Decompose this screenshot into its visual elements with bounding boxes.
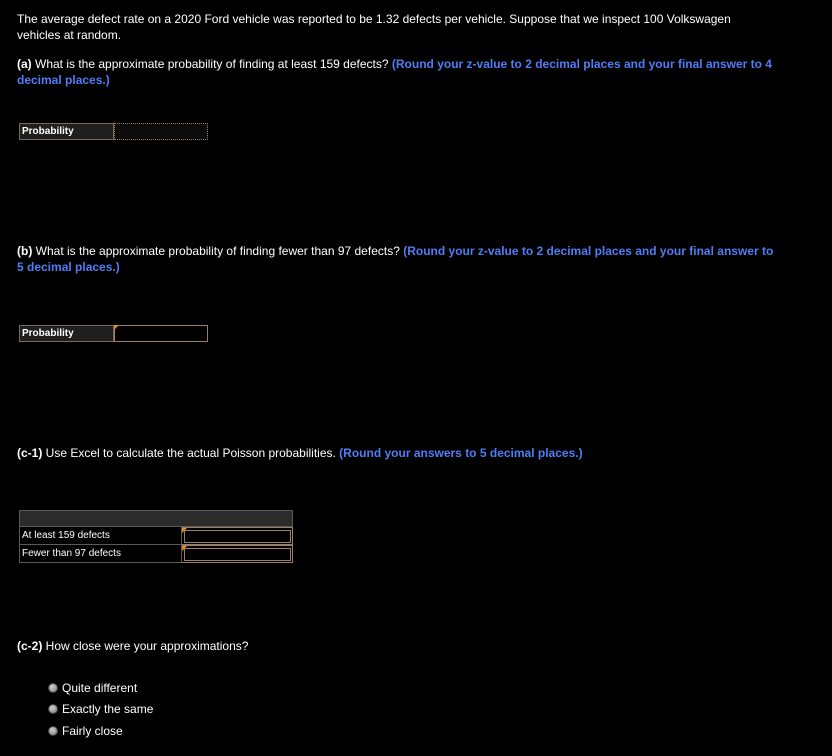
probability-field-b: [114, 325, 208, 342]
answer-flag-icon: [182, 546, 187, 551]
probability-input-a[interactable]: [114, 123, 208, 140]
answer-flag-icon: [182, 528, 187, 533]
radio-button[interactable]: [48, 683, 58, 693]
answer-row-b: [19, 325, 208, 342]
question-c2-label: (c-2): [17, 639, 43, 653]
radio-button[interactable]: [48, 704, 58, 714]
question-c1-label: (c-1): [17, 446, 43, 460]
question-b-label: (b): [17, 244, 33, 258]
question-a-label: (a): [17, 57, 32, 71]
radio-option-quite-different[interactable]: [48, 680, 137, 696]
probability-label-b: Probability: [19, 325, 114, 342]
question-b-hint: (Round your z-value to 2 decimal places and your final answer to 5 decimal places.): [17, 244, 774, 274]
probability-input-b[interactable]: [114, 325, 208, 342]
poisson-input-at-least-159[interactable]: [182, 527, 293, 545]
table-row: [19, 545, 293, 563]
poisson-table: [19, 510, 293, 563]
question-c1: [17, 445, 777, 461]
radio-label: Exactly the same: [62, 702, 154, 716]
question-a-hint: (Round your z-value to 2 decimal places and your final answer to 4 decimal places.): [17, 57, 772, 87]
probability-label-a: Probability: [19, 123, 114, 140]
question-c1-text: Use Excel to calculate the actual Poisson probabilities.: [42, 446, 340, 460]
poisson-input-fewer-than-97[interactable]: [182, 545, 293, 563]
input-box[interactable]: [184, 548, 291, 561]
radio-button[interactable]: [48, 726, 58, 736]
radio-label: Quite different: [62, 681, 138, 695]
radio-option-exactly-the-same[interactable]: [48, 701, 153, 717]
row-label-at-least-159: At least 159 defects: [19, 527, 182, 545]
table-row: [19, 527, 293, 545]
question-b: [17, 243, 777, 275]
question-a: [17, 56, 777, 88]
radio-label: Fairly close: [62, 724, 123, 738]
question-b-text: What is the approximate probability of finding fewer than 97 defects?: [32, 244, 404, 258]
question-a-text: What is the approximate probability of finding at least 159 defects?: [31, 57, 392, 71]
question-c2: [17, 638, 777, 654]
row-label-fewer-than-97: Fewer than 97 defects: [19, 545, 182, 563]
question-c2-text: How close were your approximations?: [42, 639, 249, 653]
question-c1-hint: (Round your answers to 5 decimal places.): [339, 446, 583, 460]
problem-statement: The average defect rate on a 2020 Ford vehicle was reported to be 1.32 defects per vehicle. Suppose that we inspect 100 Volkswagen vehicles at random.: [17, 12, 731, 42]
answer-row-a: [19, 123, 208, 140]
poisson-table-header: [19, 510, 293, 527]
answer-flag-icon: [114, 325, 119, 330]
input-box[interactable]: [184, 530, 291, 543]
radio-option-fairly-close[interactable]: [48, 723, 123, 739]
